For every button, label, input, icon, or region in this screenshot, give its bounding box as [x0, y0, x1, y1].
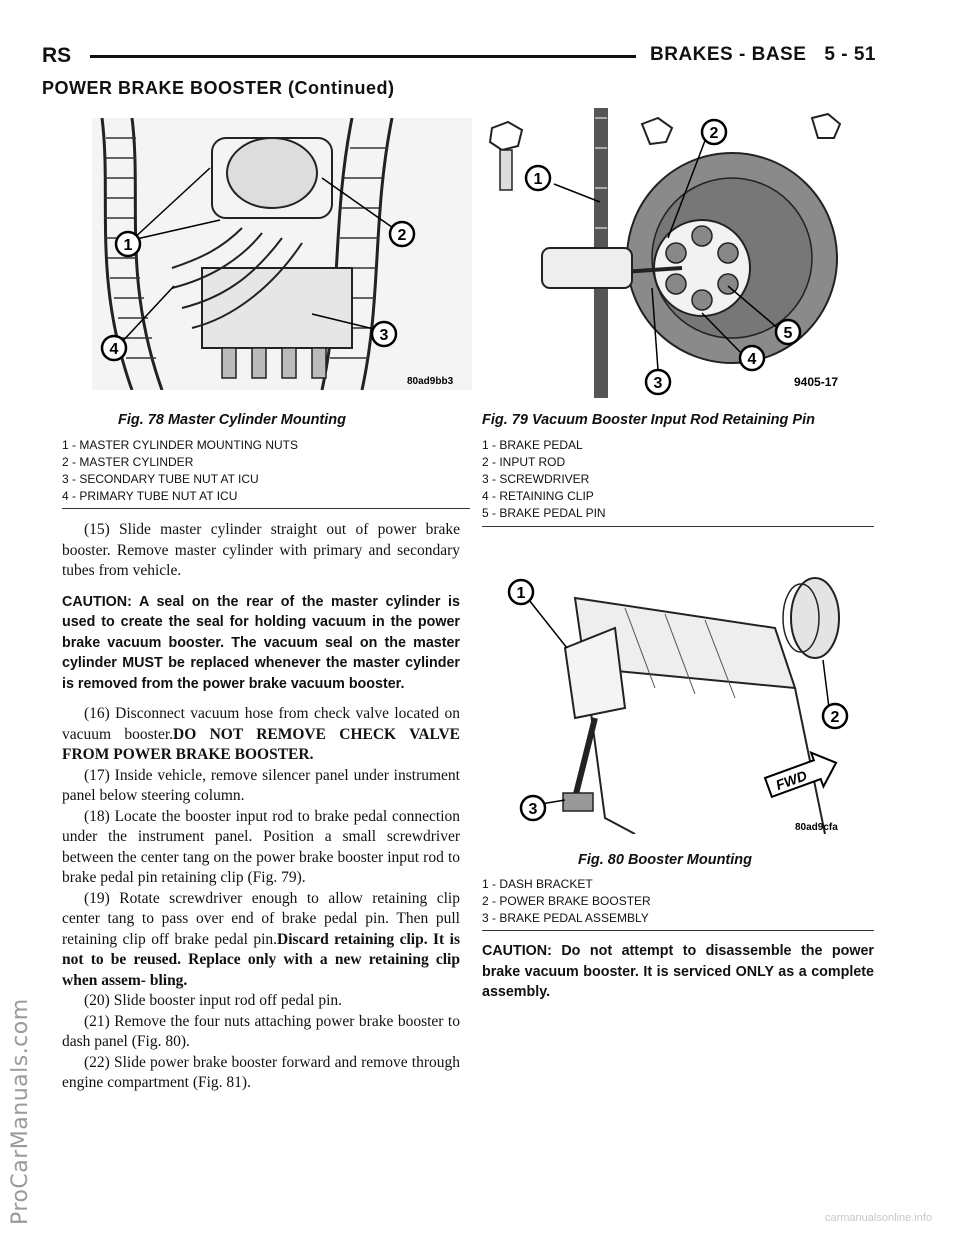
step-17: (17) Inside vehicle, remove silencer panel under instrument panel below steering column.: [62, 766, 460, 804]
header-rule: [90, 55, 636, 58]
fig79-callout-4: 4: [747, 351, 757, 368]
fig78-callout-1: 1: [123, 237, 133, 254]
fig78-legend-item: 4 - PRIMARY TUBE NUT AT ICU: [62, 489, 238, 503]
fig79-caption: Fig. 79 Vacuum Booster Input Rod Retaining Pin: [482, 412, 815, 428]
left-column: [62, 520, 460, 1094]
caution-disassemble: CAUTION: Do not attempt to disassemble the power brake vacuum booster. It is serviced ONLY as a complete assembly.: [482, 943, 874, 1000]
fig79-legend-item: 5 - BRAKE PEDAL PIN: [482, 506, 606, 520]
right-column: [482, 941, 874, 1003]
step-22: (22) Slide power brake booster forward and remove through engine compartment (Fig. 81).: [62, 1053, 460, 1091]
fig78-callout-2: 2: [397, 227, 407, 244]
fig80-caption: Fig. 80 Booster Mounting: [578, 852, 752, 868]
step-15: (15) Slide master cylinder straight out of power brake booster. Remove master cylinder with primary and secondary tubes from vehicle.: [62, 521, 460, 579]
fig79-code: 9405-17: [794, 375, 839, 389]
fig78-callout-3: 3: [379, 327, 389, 344]
fig78-legend-item: 3 - SECONDARY TUBE NUT AT ICU: [62, 472, 259, 486]
fig78-legend-item: 1 - MASTER CYLINDER MOUNTING NUTS: [62, 438, 299, 452]
header-right: [632, 44, 876, 66]
step-19: [62, 889, 460, 992]
fig78-legend: [62, 437, 298, 505]
fig80-code: 80ad9cfa: [795, 822, 838, 833]
section-title: POWER BRAKE BOOSTER (Continued): [42, 78, 395, 98]
side-watermark: ProCarManuals.com: [8, 998, 33, 1225]
fig80-callout-2: 2: [830, 709, 840, 726]
header-section: BRAKES - BASE: [650, 44, 807, 65]
figure-79-image: [482, 108, 876, 398]
header-page: 5 - 51: [824, 44, 876, 65]
step-19-text: (19) Rotate screwdriver enough to allow retaining clip center tang to pass over end of brake pedal pin. Then pull retaining clip off brake pedal pin.: [62, 889, 460, 948]
fig79-rule: [482, 526, 874, 527]
step-20: (20) Slide booster input rod off pedal pin.: [84, 992, 343, 1009]
fig80-callout-3: 3: [528, 801, 538, 818]
figure-80-image: [505, 568, 855, 834]
fig80-legend: [482, 876, 651, 927]
fig79-callout-2: 2: [709, 125, 719, 142]
fig78-code: 80ad9bb3: [407, 376, 454, 387]
fig79-callout-3: 3: [653, 375, 663, 392]
figure-78-image: [92, 118, 472, 390]
fig78-caption: Fig. 78 Master Cylinder Mounting: [118, 412, 346, 428]
fig80-legend-item: 1 - DASH BRACKET: [482, 877, 593, 891]
fig79-callout-1: 1: [533, 171, 543, 188]
fig78-rule: [62, 508, 470, 509]
step-16-text: (16) Disconnect vacuum hose from check valve located on vacuum booster.: [62, 705, 460, 743]
fig79-callout-5: 5: [783, 325, 793, 342]
fig78-legend-item: 2 - MASTER CYLINDER: [62, 455, 194, 469]
footer-watermark: carmanualsonline.info: [824, 1212, 932, 1224]
fig80-legend-item: 3 - BRAKE PEDAL ASSEMBLY: [482, 911, 649, 925]
step-16: [62, 704, 460, 766]
step-21: (21) Remove the four nuts attaching power brake booster to dash panel (Fig. 80).: [62, 1012, 460, 1050]
step-19-warning: Discard retaining clip. It is not to be reused. Replace only with a new retaining clip when assem- bling.: [62, 930, 460, 989]
step-16-warning: DO NOT REMOVE CHECK VALVE FROM POWER BRAKE BOOSTER.: [62, 725, 460, 763]
fig79-legend-item: 1 - BRAKE PEDAL: [482, 438, 583, 452]
caution-seal: CAUTION: A seal on the rear of the master cylinder is used to create the seal for holding vacuum in the power brake vacuum booster. The vacuum seal on the master cylinder MUST be replaced whenever the master cylinder is removed from the power brake vacuum booster.: [62, 593, 460, 692]
fig79-legend: [482, 437, 606, 522]
fig79-legend-item: 2 - INPUT ROD: [482, 455, 566, 469]
fig79-legend-item: 3 - SCREWDRIVER: [482, 472, 590, 486]
fig78-callout-4: 4: [109, 341, 119, 358]
fig80-rule: [482, 930, 874, 931]
step-18: (18) Locate the booster input rod to brake pedal connection under the instrument panel. Position a small screwdriver between the center tang on the power brake booster input rod to brake pedal pin retaining clip (Fig. 79).: [62, 807, 460, 886]
fig80-callout-1: 1: [516, 585, 526, 602]
header-rs: RS: [42, 44, 72, 67]
fig79-legend-item: 4 - RETAINING CLIP: [482, 489, 594, 503]
fig80-legend-item: 2 - POWER BRAKE BOOSTER: [482, 894, 651, 908]
fig80-fwd-label: FWD: [773, 767, 809, 794]
